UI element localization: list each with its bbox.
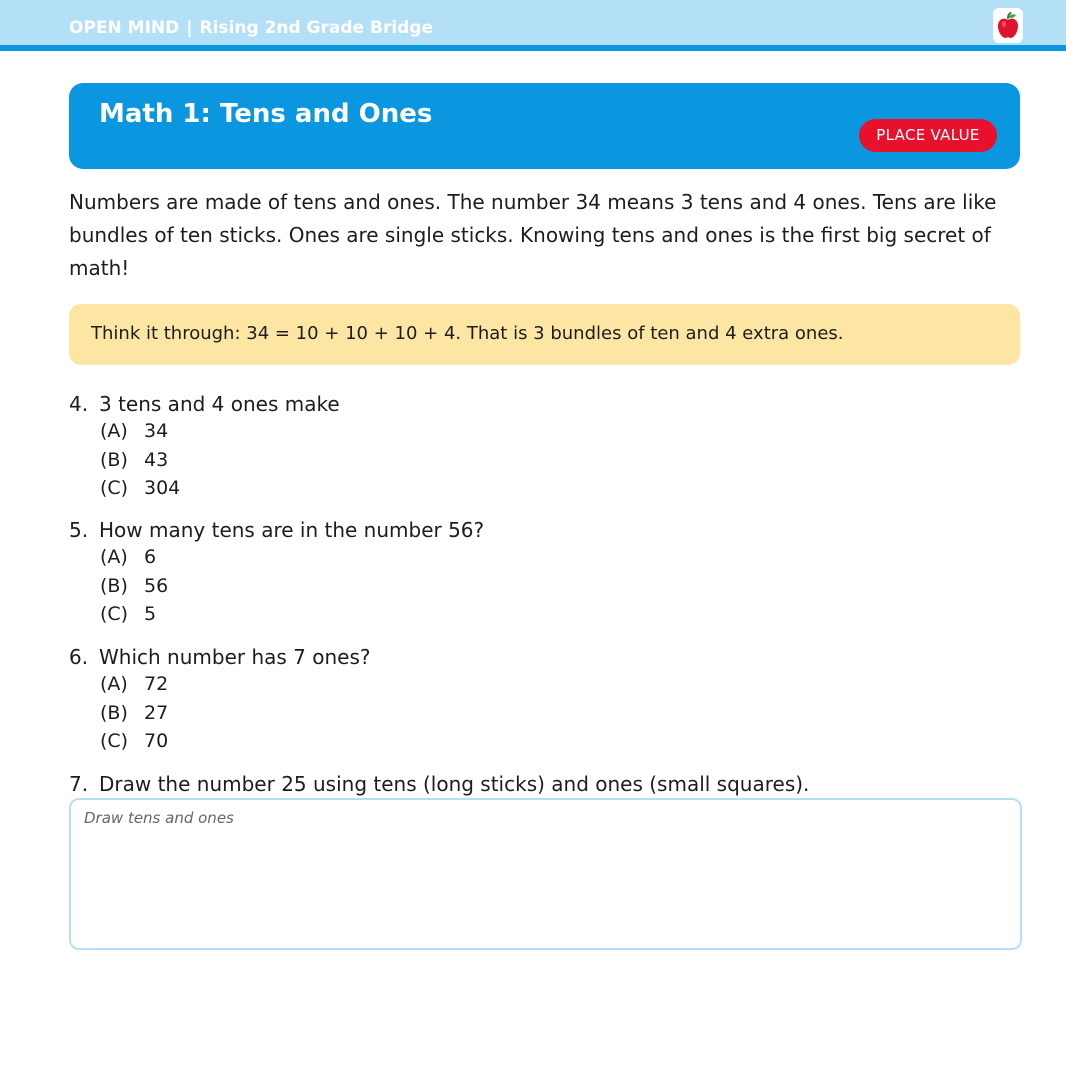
option-text: 56 <box>144 574 169 597</box>
question-text: How many tens are in the number 56? <box>99 518 485 542</box>
question-text: Which number has 7 ones? <box>99 645 371 669</box>
question-5 <box>69 517 1029 629</box>
option-text: 43 <box>144 448 169 471</box>
option-text: 72 <box>144 673 169 695</box>
option-letter: (C) <box>100 477 129 499</box>
answer-option-c[interactable] <box>100 600 1029 629</box>
option-letter: (A) <box>100 420 128 442</box>
brand-name: OPEN MIND <box>69 18 180 38</box>
question-number: 6. <box>69 645 89 669</box>
answer-option-b[interactable] <box>100 572 1029 601</box>
answer-option-c[interactable] <box>100 727 1029 756</box>
answer-option-a[interactable] <box>100 670 1029 699</box>
question-prompt <box>69 644 1029 670</box>
tip-callout <box>69 304 1020 365</box>
question-6 <box>69 644 1029 756</box>
option-text: 34 <box>144 420 169 442</box>
header-stripe <box>0 45 1066 51</box>
drawing-placeholder: Draw tens and ones <box>84 809 234 827</box>
option-text: 5 <box>144 603 157 625</box>
option-text: 70 <box>144 730 169 752</box>
lesson-title-card <box>69 83 1020 169</box>
question-7 <box>69 771 1029 797</box>
topic-badge: PLACE VALUE <box>859 119 997 152</box>
question-prompt <box>69 771 1029 797</box>
question-text: 3 tens and 4 ones make <box>99 392 340 416</box>
brand-separator: | <box>186 18 193 38</box>
answer-option-a[interactable] <box>100 417 1029 446</box>
lesson-title: Math 1: Tens and Ones <box>99 99 433 129</box>
drawing-answer-area[interactable] <box>69 798 1022 950</box>
question-number: 5. <box>69 518 89 542</box>
question-prompt <box>69 391 1029 417</box>
logo-badge <box>993 8 1023 43</box>
option-letter: (B) <box>100 701 128 724</box>
question-prompt <box>69 517 1029 543</box>
option-text: 304 <box>144 477 181 499</box>
option-text: 6 <box>144 546 157 568</box>
option-letter: (C) <box>100 603 129 625</box>
question-number: 4. <box>69 392 89 416</box>
answer-option-a[interactable] <box>100 543 1029 572</box>
option-letter: (A) <box>100 673 128 695</box>
option-letter: (A) <box>100 546 128 568</box>
option-letter: (C) <box>100 730 129 752</box>
question-4 <box>69 391 1029 503</box>
header-brand <box>69 18 433 38</box>
answer-option-b[interactable] <box>100 446 1029 475</box>
answer-option-c[interactable] <box>100 474 1029 503</box>
question-number: 7. <box>69 772 89 796</box>
lesson-intro: Numbers are made of tens and ones. The number 34 means 3 tens and 4 ones. Tens are like bundles of ten sticks. Ones are single sticks. Knowing tens and ones is the first big secret of math! <box>69 190 997 280</box>
apple-icon <box>996 12 1020 39</box>
tip-text: Think it through: 34 = 10 + 10 + 10 + 4. That is 3 bundles of ten and 4 extra ones. <box>91 323 844 344</box>
option-letter: (B) <box>100 448 128 471</box>
answer-option-b[interactable] <box>100 699 1029 728</box>
course-name: Rising 2nd Grade Bridge <box>199 18 434 38</box>
option-letter: (B) <box>100 574 128 597</box>
option-text: 27 <box>144 701 169 724</box>
question-text: Draw the number 25 using tens (long sticks) and ones (small squares). <box>99 772 810 796</box>
